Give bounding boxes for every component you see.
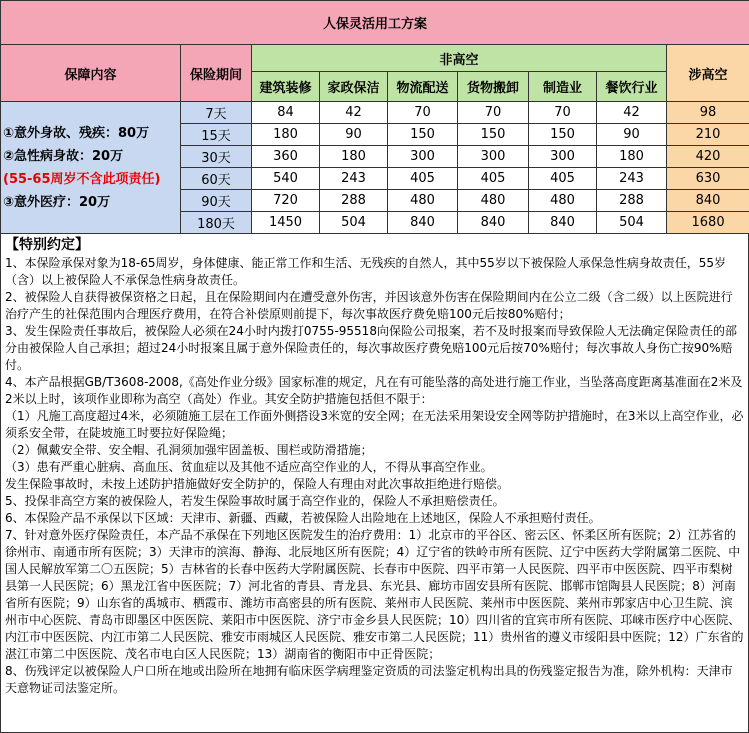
premium-cell: 840 <box>388 212 458 234</box>
term-item: 5、投保非高空方案的被保险人，若发生保险事故时属于高空作业的，保险人不承担赔偿责任。 <box>5 494 505 508</box>
term-item: 2、被保险人自获得被保资格之日起，且在保险期间内在遭受意外伤害，并因该意外伤害在保险期间内在公立二级（含二级）以上医院进行治疗产生的社保范围内合理医疗费用，在符合补偿原则前提下，每次事故医疗费免赔100元后按80%赔付； <box>5 290 733 321</box>
premium-cell: 480 <box>388 190 458 212</box>
period-header: 保险期间 <box>181 45 252 102</box>
industry-header: 家政保洁 <box>320 72 388 102</box>
premium-cell: 42 <box>320 102 388 124</box>
premium-cell: 480 <box>458 190 529 212</box>
premium-cell: 300 <box>529 146 597 168</box>
term-item: （1）凡施工高度超过4米，必须随施工层在工作面外侧搭设3米宽的安全网；在无法采用架设安全网等防护措施时，在3米以上高空作业，必须系安全带，在陡坡施工时要拉好保险绳； <box>5 409 744 440</box>
coverage-header: 保障内容 <box>1 45 181 102</box>
premium-cell: 70 <box>388 102 458 124</box>
industry-header: 制造业 <box>529 72 597 102</box>
premium-cell: 243 <box>597 168 667 190</box>
high-premium-cell: 1680 <box>667 212 749 234</box>
premium-cell: 70 <box>529 102 597 124</box>
premium-table <box>0 0 749 234</box>
premium-cell: 480 <box>529 190 597 212</box>
period-cell: 180天 <box>181 212 252 234</box>
premium-cell: 300 <box>388 146 458 168</box>
high-altitude-header: 涉高空 <box>667 45 749 102</box>
non-high-altitude-header: 非高空 <box>252 45 667 72</box>
coverage-details <box>1 102 181 234</box>
premium-cell: 288 <box>597 190 667 212</box>
coverage-item: ③意外医疗：20万 <box>3 194 111 210</box>
premium-cell: 42 <box>597 102 667 124</box>
premium-cell: 180 <box>597 146 667 168</box>
industry-header: 建筑装修 <box>252 72 320 102</box>
premium-cell: 180 <box>320 146 388 168</box>
high-premium-cell: 630 <box>667 168 749 190</box>
coverage-exclusion-note: (55-65周岁不含此项责任) <box>3 171 161 187</box>
premium-cell: 405 <box>458 168 529 190</box>
premium-cell: 243 <box>320 168 388 190</box>
term-item: 7、针对意外医疗保险责任，本产品不承保在下列地区医院发生的治疗费用：1）北京市的平谷区、密云区、怀柔区所有医院；2）江苏省的徐州市、南通市所有医院；3）天津市的滨海、静海、北辰地区所有医院；4）辽宁省的铁岭市所有医院、辽宁中医药大学附属第二医院、中国人民解放军第二〇五医院；5）吉林省的长春中医药大学附属医院、长春市中医院、四平市第一人民医院、四平市中医医院、四平市梨树县第一人民医院；6）黑龙江省中医医院；7）河北省的青县、青龙县、东光县、廊坊市固安县所有医院、邯郸市馆陶县人民医院；8）河南省所有医院；9）山东省的禹城市、栖霞市、潍坊市高密县的所有医院、莱州市人民医院、莱州市中医医院、莱州市郭家店中心卫生院、滨州市中心医院、青岛市即墨区中医医院、莱阳市中医医院、济宁市金乡县人民医院；10）四川省的宜宾市所有医院、邛崃市医疗中心医院、内江市中医医院、内江市第二人民医院、雅安市雨城区人民医院、雅安市第二人民医院；11）贵州省的遵义市绥阳县中医院；12）广东省的湛江市第二中医医院、茂名市电白区人民医院；13）湖南省的衡阳市中正骨医院； <box>5 528 744 661</box>
period-cell: 15天 <box>181 124 252 146</box>
premium-cell: 840 <box>458 212 529 234</box>
high-premium-cell: 840 <box>667 190 749 212</box>
premium-cell: 504 <box>597 212 667 234</box>
coverage-item: ①意外身故、残疾：80万 <box>3 125 150 141</box>
term-item: 8、伤残评定以被保险人户口所在地或出险所在地拥有临床医学病理鉴定资质的司法鉴定机构出具的伤残鉴定报告为准，除外机构：天津市天意物证司法鉴定所。 <box>5 664 733 695</box>
premium-cell: 540 <box>252 168 320 190</box>
special-terms-heading: 【特别约定】 <box>5 237 89 253</box>
premium-cell: 180 <box>252 124 320 146</box>
period-cell: 90天 <box>181 190 252 212</box>
premium-cell: 405 <box>529 168 597 190</box>
period-cell: 30天 <box>181 146 252 168</box>
premium-cell: 150 <box>529 124 597 146</box>
premium-cell: 288 <box>320 190 388 212</box>
term-item: 3、发生保险责任事故后，被保险人必须在24小时内拨打0755-95518向保险公司报案，若不及时报案而导致保险人无法确定保险责任的部分由被保险人自己承担；超过24小时报案且属于意外保险责任的，每次事故医疗费免赔100元后按70%赔付；每次事故人身伤亡按90%赔付。 <box>5 324 737 372</box>
premium-cell: 84 <box>252 102 320 124</box>
premium-cell: 504 <box>320 212 388 234</box>
period-cell: 7天 <box>181 102 252 124</box>
premium-cell: 1450 <box>252 212 320 234</box>
premium-cell: 840 <box>529 212 597 234</box>
industry-header: 货物搬卸 <box>458 72 529 102</box>
premium-cell: 720 <box>252 190 320 212</box>
table-row <box>1 102 749 124</box>
industry-header: 餐饮行业 <box>597 72 667 102</box>
term-item: 6、本保险产品不承保以下区域：天津市、新疆、西藏，若被保险人出险地在上述地区，保险人不承担赔付责任。 <box>5 511 601 525</box>
industry-header: 物流配送 <box>388 72 458 102</box>
premium-cell: 70 <box>458 102 529 124</box>
period-cell: 60天 <box>181 168 252 190</box>
premium-cell: 90 <box>597 124 667 146</box>
premium-cell: 150 <box>458 124 529 146</box>
term-item: 发生保险事故时，未按上述防护措施做好安全防护的，保险人有理由对此次事故拒绝进行赔偿。 <box>5 477 510 491</box>
premium-cell: 405 <box>388 168 458 190</box>
page-title: 人保灵活用工方案 <box>1 1 749 45</box>
high-premium-cell: 210 <box>667 124 749 146</box>
special-terms <box>0 234 749 733</box>
high-premium-cell: 98 <box>667 102 749 124</box>
coverage-item: ②急性病身故：20万 <box>3 148 124 164</box>
premium-cell: 360 <box>252 146 320 168</box>
term-item: 4、本产品根据GB/T3608-2008,《高处作业分级》国家标准的规定，凡在有可能坠落的高处进行施工作业，当坠落高度距离基准面在2米及2米以上时，该项作业即称为高空（高处）作业。其安全防护措施包括但不限于： <box>5 375 743 406</box>
term-item: 1、本保险承保对象为18-65周岁，身体健康、能正常工作和生活、无残疾的自然人，其中55岁以下被保险人承保急性病身故责任，55岁（含）以上被保险人不承保急性病身故责任。 <box>5 256 727 287</box>
premium-cell: 90 <box>320 124 388 146</box>
high-premium-cell: 420 <box>667 146 749 168</box>
term-item: （2）佩戴安全带、安全帽、孔洞须加强牢固盖板、围栏或防滑措施； <box>5 443 373 457</box>
term-item: （3）患有严重心脏病、高血压、贫血症以及其他不适应高空作业的人，不得从事高空作业。 <box>5 460 493 474</box>
premium-cell: 300 <box>458 146 529 168</box>
premium-cell: 150 <box>388 124 458 146</box>
